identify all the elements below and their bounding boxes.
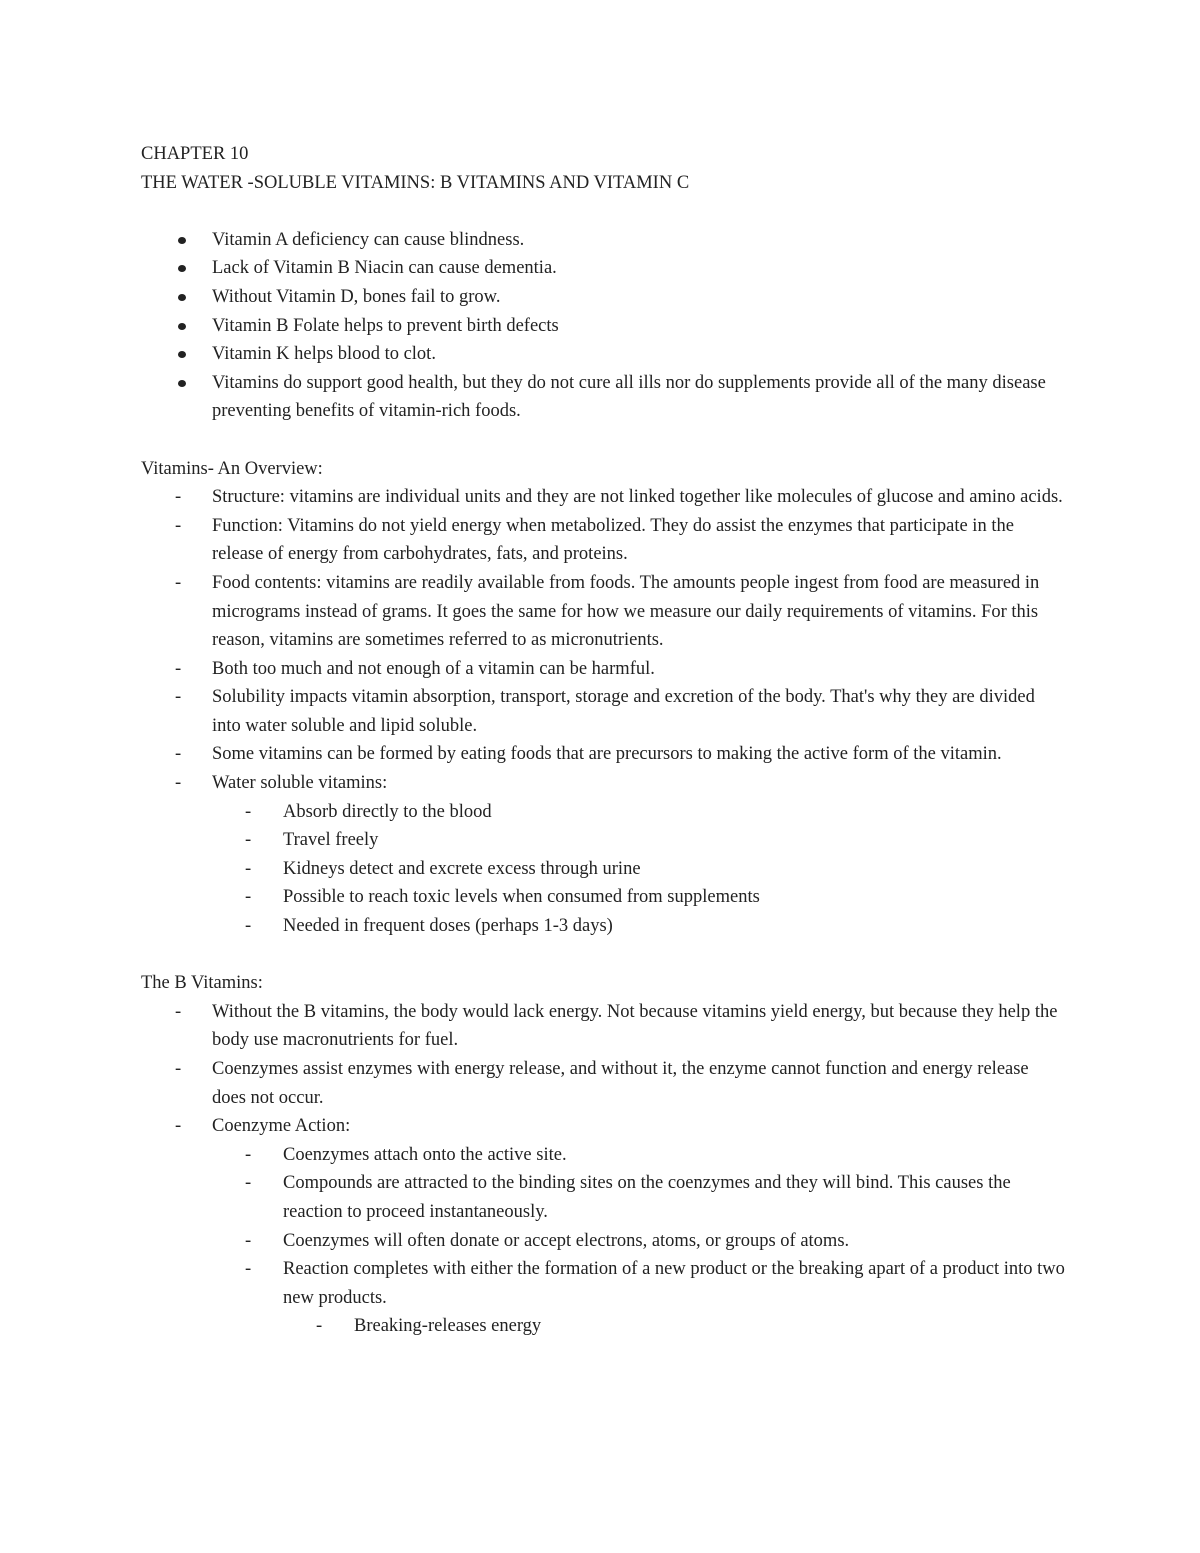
spacer (141, 941, 1066, 970)
water-soluble-item (141, 826, 1066, 855)
intro-bullet-text: Vitamin B Folate helps to prevent birth defects (212, 315, 559, 336)
dash-marker: - (245, 887, 252, 908)
document-page (141, 140, 1066, 1341)
overview-item (141, 512, 1066, 569)
water-soluble-item (141, 883, 1066, 912)
water-soluble-text: Possible to reach toxic levels when consumed from supplements (283, 887, 760, 908)
coenzyme-action-text: Coenzymes attach onto the active site. (283, 1144, 567, 1165)
dash-marker: - (175, 1116, 182, 1137)
bullet-dot-icon (178, 323, 186, 330)
coenzyme-action-text: Reaction completes with either the formation of a new product or the breaking apart of a product into two new products. (283, 1259, 1065, 1308)
overview-item-text: Some vitamins can be formed by eating foods that are precursors to making the active form of the vitamin. (212, 744, 1002, 765)
intro-bullet-text: Vitamin K helps blood to clot. (212, 344, 436, 365)
dash-marker: - (245, 1259, 252, 1280)
intro-bullet-item (141, 226, 1066, 255)
dash-marker: - (245, 1230, 252, 1251)
section-heading-overview: Vitamins- An Overview: (141, 458, 323, 479)
spacer (141, 197, 1066, 226)
dash-marker: - (245, 858, 252, 879)
coenzyme-action-item (141, 1227, 1066, 1256)
overview-item (141, 483, 1066, 512)
coenzyme-action-text: Coenzymes will often donate or accept electrons, atoms, or groups of atoms. (283, 1230, 850, 1251)
overview-item-text: Structure: vitamins are individual units and they are not linked together like molecules of glucose and amino acids. (212, 487, 1063, 508)
intro-bullet-text: Vitamin A deficiency can cause blindness. (212, 229, 525, 250)
dash-marker: - (245, 801, 252, 822)
dash-marker: - (245, 916, 252, 937)
coenzyme-action-item (141, 1255, 1066, 1312)
water-soluble-text: Absorb directly to the blood (283, 801, 492, 822)
water-soluble-item (141, 855, 1066, 884)
water-soluble-text: Kidneys detect and excrete excess through urine (283, 858, 641, 879)
b-vitamins-list (141, 998, 1066, 1341)
coenzyme-action-text: Compounds are attracted to the binding sites on the coenzymes and they will bind. This causes the reaction to proceed instantaneously. (283, 1173, 1011, 1222)
b-vitamins-item (141, 1055, 1066, 1112)
overview-item (141, 569, 1066, 655)
b-vitamins-item-text: Coenzyme Action: (212, 1116, 351, 1137)
coenzyme-action-item (141, 1141, 1066, 1170)
overview-item-text: Function: Vitamins do not yield energy when metabolized. They do assist the enzymes that participate in the release of energy from carbohydrates, fats, and proteins. (212, 515, 1014, 565)
reaction-sub-text: Breaking-releases energy (354, 1316, 542, 1337)
bullet-dot-icon (178, 380, 186, 387)
overview-item-text: Water soluble vitamins: (212, 773, 388, 794)
dash-marker: - (245, 1173, 252, 1194)
dash-marker: - (175, 658, 182, 679)
intro-bullet-list (141, 226, 1066, 426)
overview-list (141, 483, 1066, 941)
water-soluble-text: Needed in frequent doses (perhaps 1-3 days) (283, 916, 613, 937)
b-vitamins-item (141, 998, 1066, 1055)
dash-marker: - (175, 1001, 182, 1022)
dash-marker: - (175, 487, 182, 508)
dash-marker: - (245, 830, 252, 851)
overview-item-text: Both too much and not enough of a vitamin can be harmful. (212, 658, 655, 679)
intro-bullet-text: Without Vitamin D, bones fail to grow. (212, 286, 501, 307)
dash-marker: - (175, 1059, 182, 1079)
intro-bullet-item (141, 283, 1066, 312)
overview-item-text: Solubility impacts vitamin absorption, transport, storage and excretion of the body. That's why they are divided into water soluble and lipid soluble. (212, 687, 1035, 736)
dash-marker: - (316, 1316, 323, 1337)
overview-item (141, 740, 1066, 769)
chapter-title: THE WATER -SOLUBLE VITAMINS: B VITAMINS AND VITAMIN C (141, 172, 690, 193)
intro-bullet-item (141, 369, 1066, 426)
overview-item (141, 769, 1066, 798)
section-heading-b-vitamins: The B Vitamins: (141, 973, 263, 994)
b-vitamins-item-text: Coenzymes assist enzymes with energy release, and without it, the enzyme cannot function and energy release does not occur. (212, 1059, 1029, 1108)
dash-marker: - (175, 773, 182, 794)
dash-marker: - (175, 744, 182, 765)
b-vitamins-item-text: Without the B vitamins, the body would lack energy. Not because vitamins yield energy, but because they help the body use macronutrients for fuel. (212, 1001, 1058, 1051)
water-soluble-item (141, 798, 1066, 827)
water-soluble-item (141, 912, 1066, 941)
dash-marker: - (175, 515, 182, 536)
overview-item-text: Food contents: vitamins are readily available from foods. The amounts people ingest from food are measured in micrograms instead of grams. It goes the same for how we measure our daily requirements of vitamins. For this reason, vitamins are sometimes referred to as micronutrients. (212, 572, 1040, 651)
coenzyme-action-item (141, 1169, 1066, 1226)
dash-marker: - (245, 1144, 252, 1165)
intro-bullet-item (141, 312, 1066, 341)
bullet-dot-icon (178, 265, 186, 272)
spacer (141, 426, 1066, 455)
chapter-label: CHAPTER 10 (141, 144, 249, 164)
intro-bullet-item (141, 340, 1066, 369)
bullet-dot-icon (178, 237, 186, 244)
dash-marker: - (175, 687, 182, 708)
overview-item (141, 655, 1066, 684)
bullet-dot-icon (178, 351, 186, 358)
intro-bullet-item (141, 254, 1066, 283)
intro-bullet-text: Lack of Vitamin B Niacin can cause dementia. (212, 258, 557, 279)
b-vitamins-item (141, 1112, 1066, 1141)
water-soluble-text: Travel freely (283, 830, 379, 851)
reaction-sub-item (141, 1312, 1066, 1341)
intro-bullet-text: Vitamins do support good health, but they do not cure all ills nor do supplements provide all of the many disease preventing benefits of vitamin-rich foods. (212, 372, 1046, 422)
bullet-dot-icon (178, 294, 186, 301)
dash-marker: - (175, 572, 182, 593)
overview-item (141, 683, 1066, 740)
